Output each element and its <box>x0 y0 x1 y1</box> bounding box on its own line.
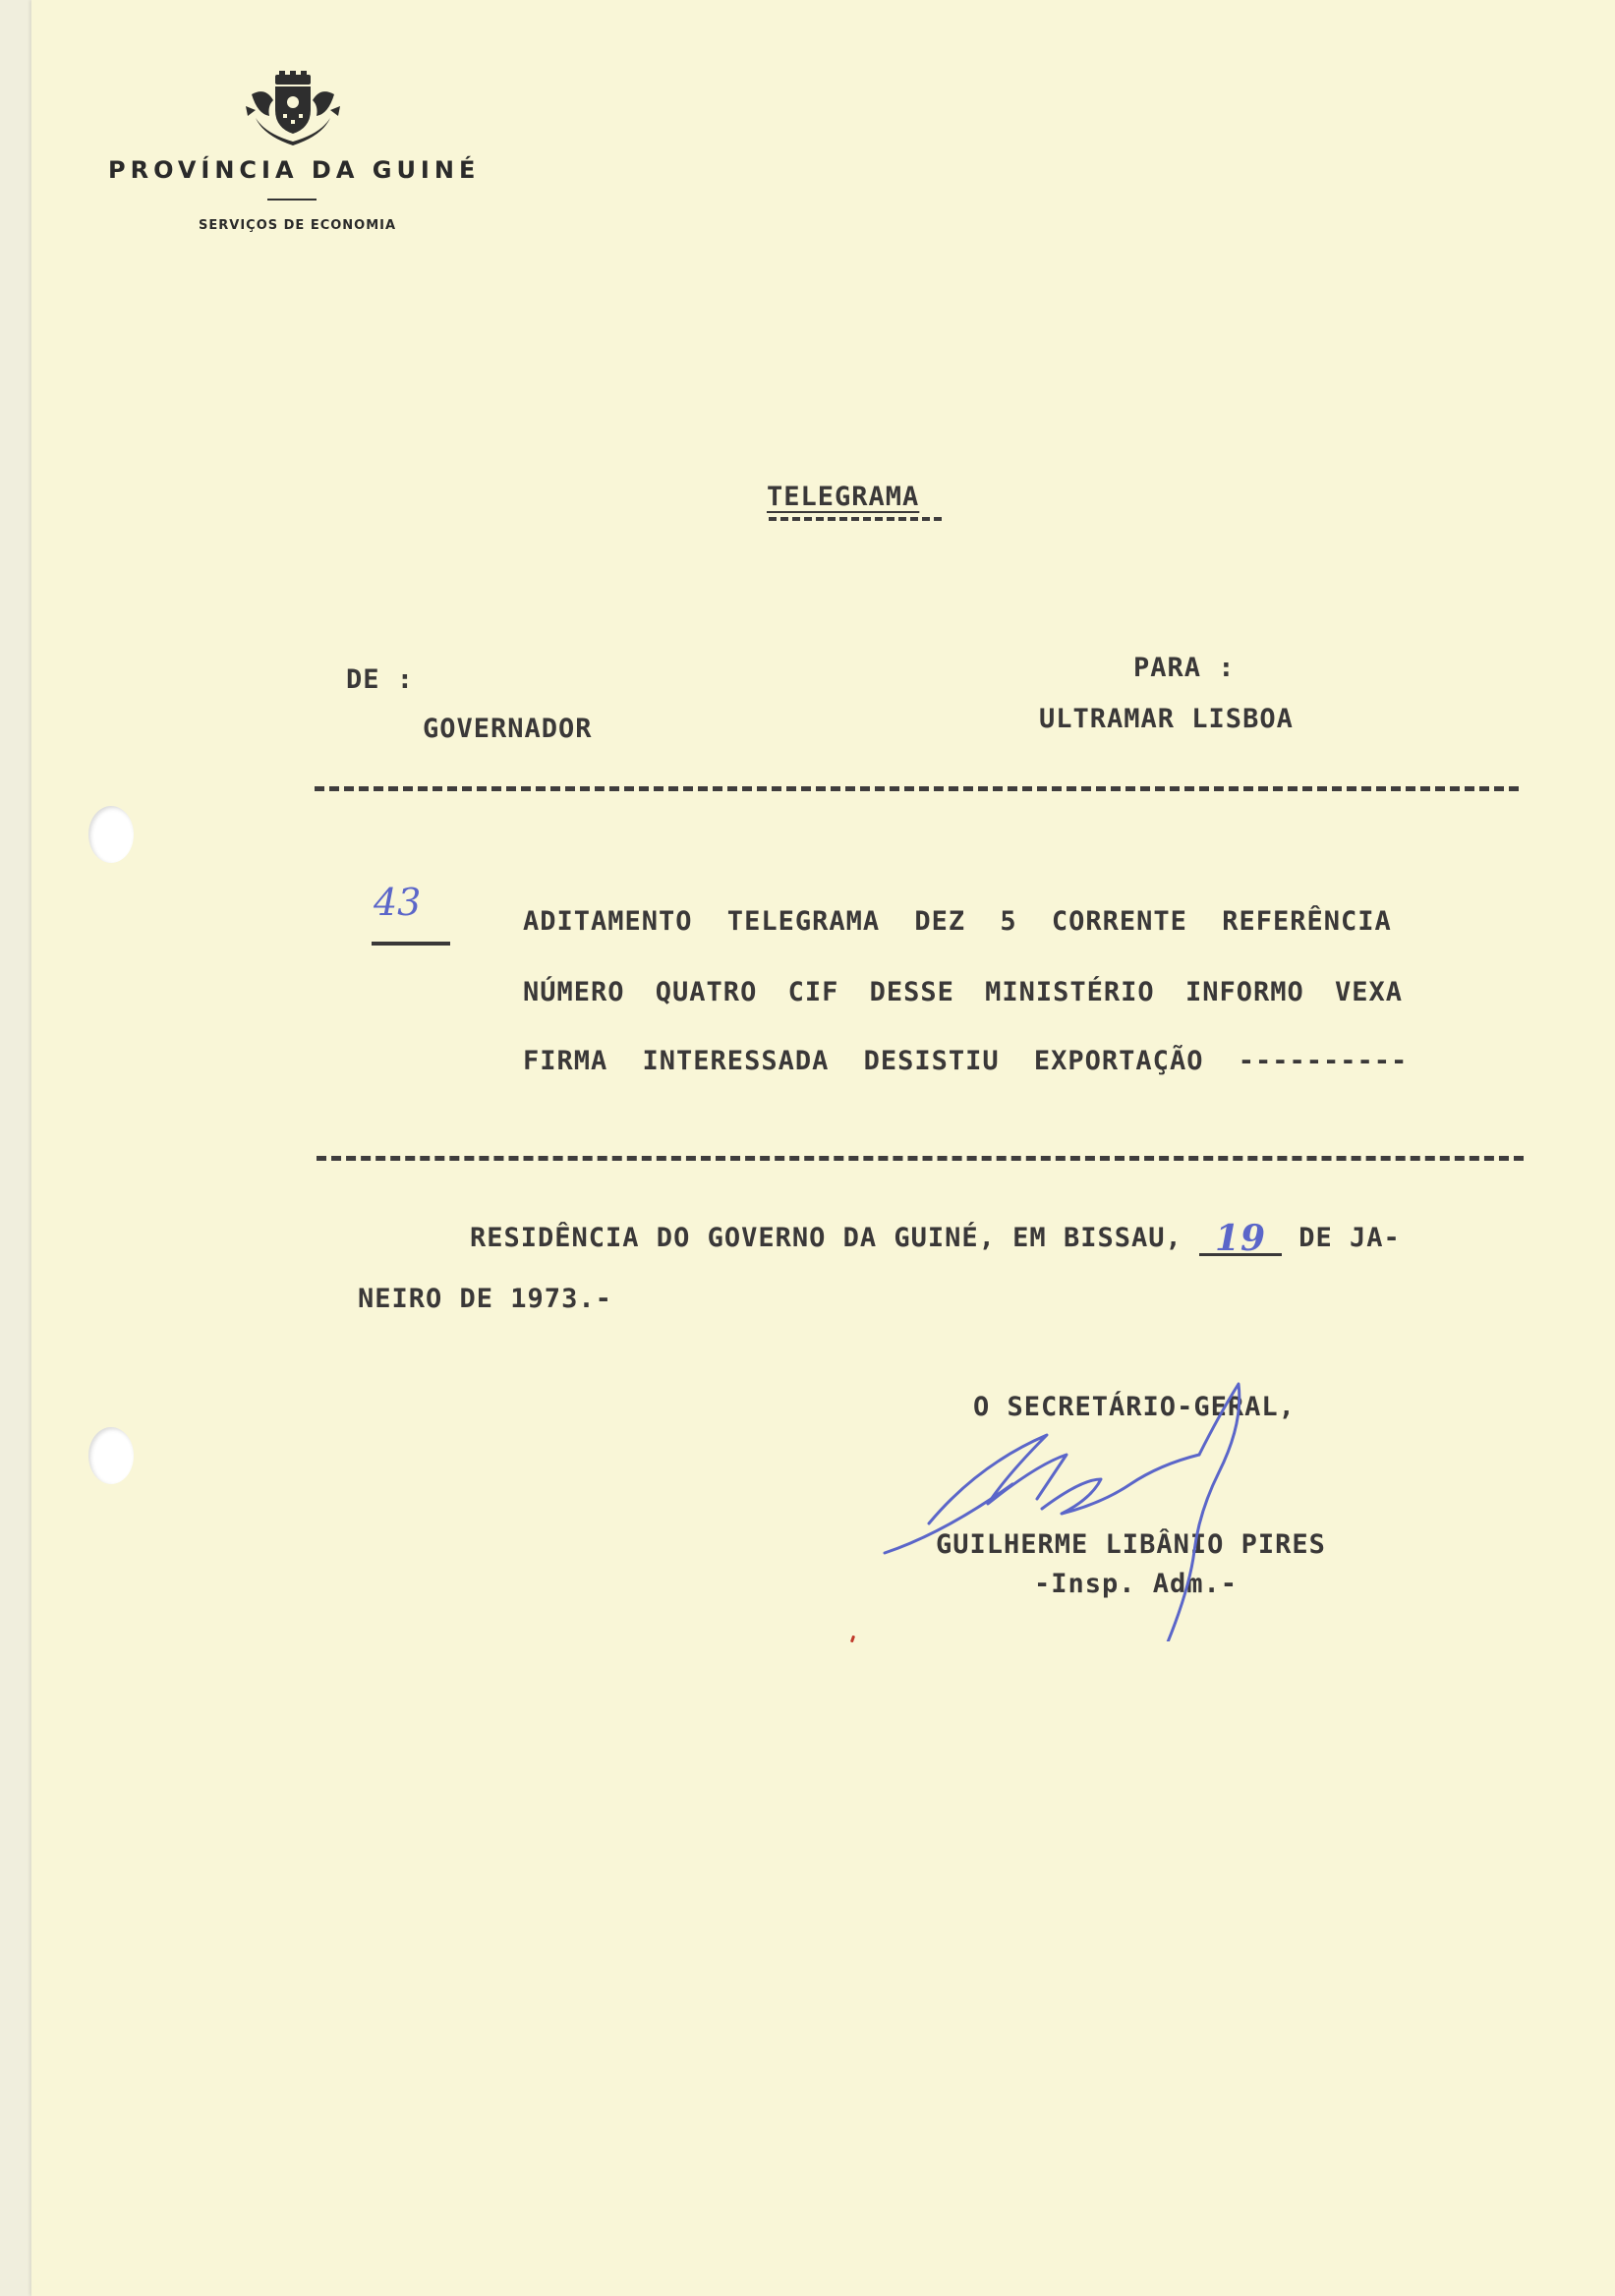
closing-month-start: DE JA- <box>1298 1223 1401 1253</box>
body-line-3: FIRMA INTERESSADA DESISTIU EXPORTAÇÃO ---------- <box>523 1046 1409 1076</box>
body-line-2: NÚMERO QUATRO CIF DESSE MINISTÉRIO INFORMO VEXA <box>523 977 1404 1007</box>
separator-bottom <box>317 1156 1524 1161</box>
to-label: PARA : <box>1133 653 1236 683</box>
number-underline <box>372 942 450 946</box>
body-line-1: ADITAMENTO TELEGRAMA DEZ 5 CORRENTE REFERÊNCIA <box>523 906 1392 937</box>
paper-sheet <box>31 0 1615 2296</box>
closing-place: RESIDÊNCIA DO GOVERNO DA GUINÉ, EM BISSAU, <box>470 1223 1182 1253</box>
service-subtitle: SERVIÇOS DE ECONOMIA <box>199 218 397 233</box>
signatory-role: -Insp. Adm.- <box>1034 1569 1239 1599</box>
punch-hole-bottom <box>88 1427 134 1484</box>
handwritten-signature <box>875 1347 1366 1641</box>
coat-of-arms-icon <box>246 71 340 147</box>
closing-line-2: NEIRO DE 1973.- <box>358 1284 612 1314</box>
punch-hole-top <box>88 806 134 863</box>
to-value: ULTRAMAR LISBOA <box>1039 704 1294 734</box>
telegram-number: 43 <box>374 881 422 924</box>
from-value: GOVERNADOR <box>423 714 593 744</box>
province-title: PROVÍNCIA DA GUINÉ <box>108 156 481 184</box>
document-title: TELEGRAMA <box>767 482 920 512</box>
closing-line-1 <box>470 1218 1401 1259</box>
separator-top <box>315 786 1519 791</box>
closing-day: 19 <box>1199 1224 1282 1256</box>
signatory-title: O SECRETÁRIO-GERAL, <box>973 1392 1296 1422</box>
letterhead-divider <box>267 199 317 201</box>
from-label: DE : <box>346 664 415 695</box>
signatory-name: GUILHERME LIBÂNIO PIRES <box>936 1529 1326 1560</box>
title-underline-dashes <box>769 517 942 521</box>
